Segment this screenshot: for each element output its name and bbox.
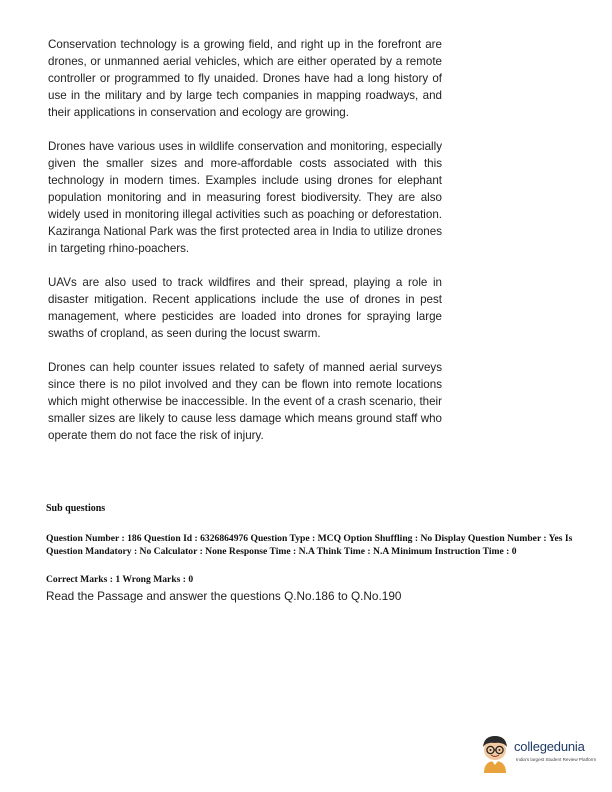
sub-questions-heading: Sub questions (46, 503, 106, 514)
passage (48, 36, 442, 461)
collegedunia-logo (478, 733, 606, 773)
mascot-icon (478, 733, 512, 773)
passage-paragraph-4: Drones can help counter issues related to safety of manned aerial surveys since there is no pilot involved and they can be flown into remote locations which might otherwise be inaccessible. In the event of a crash scenario, their smaller sizes are likely to cause less damage which means ground staff who operate them do not face the risk of injury. (48, 361, 442, 442)
logo-tagline: India's largest Student Review Platform (516, 757, 597, 762)
logo-brand-text: collegedunia (514, 739, 585, 754)
passage-paragraph-3: UAVs are also used to track wildfires and their spread, playing a role in disaster mitigation. Recent applications include the use of drones in pest management, where pesticides are loaded into drones for spraying large swaths of cropland, as seen during the locust swarm. (48, 276, 442, 340)
passage-paragraph-1: Conservation technology is a growing field, and right up in the forefront are drones, or unmanned aerial vehicles, which are either operated by a remote controller or programmed to fly unaided. Drones have had a long history of use in the military and by large tech companies in mapping roadways, and their applications in conservation and ecology are growing. (48, 38, 442, 119)
question-marks: Correct Marks : 1 Wrong Marks : 0 (46, 574, 194, 585)
passage-paragraph-2: Drones have various uses in wildlife conservation and monitoring, especially given the smaller sizes and more-affordable costs associated with this technology in modern times. Examples include using drones for elephant population monitoring and in measuring forest biodiversity. They are also widely used in monitoring illegal activities such as poaching or deforestation. Kaziranga National Park was the first protected area in India to utilize drones in targeting rhino-poachers. (48, 140, 442, 255)
question-metadata: Question Number : 186 Question Id : 6326864976 Question Type : MCQ Option Shuffling : No Display Question Number : Yes Is Question Mandatory : No Calculator : None Response Time : N.A Think Time : N.A Minimum Instruction Time : 0 (46, 533, 573, 557)
question-instruction: Read the Passage and answer the questions Q.No.186 to Q.No.190 (46, 589, 402, 603)
